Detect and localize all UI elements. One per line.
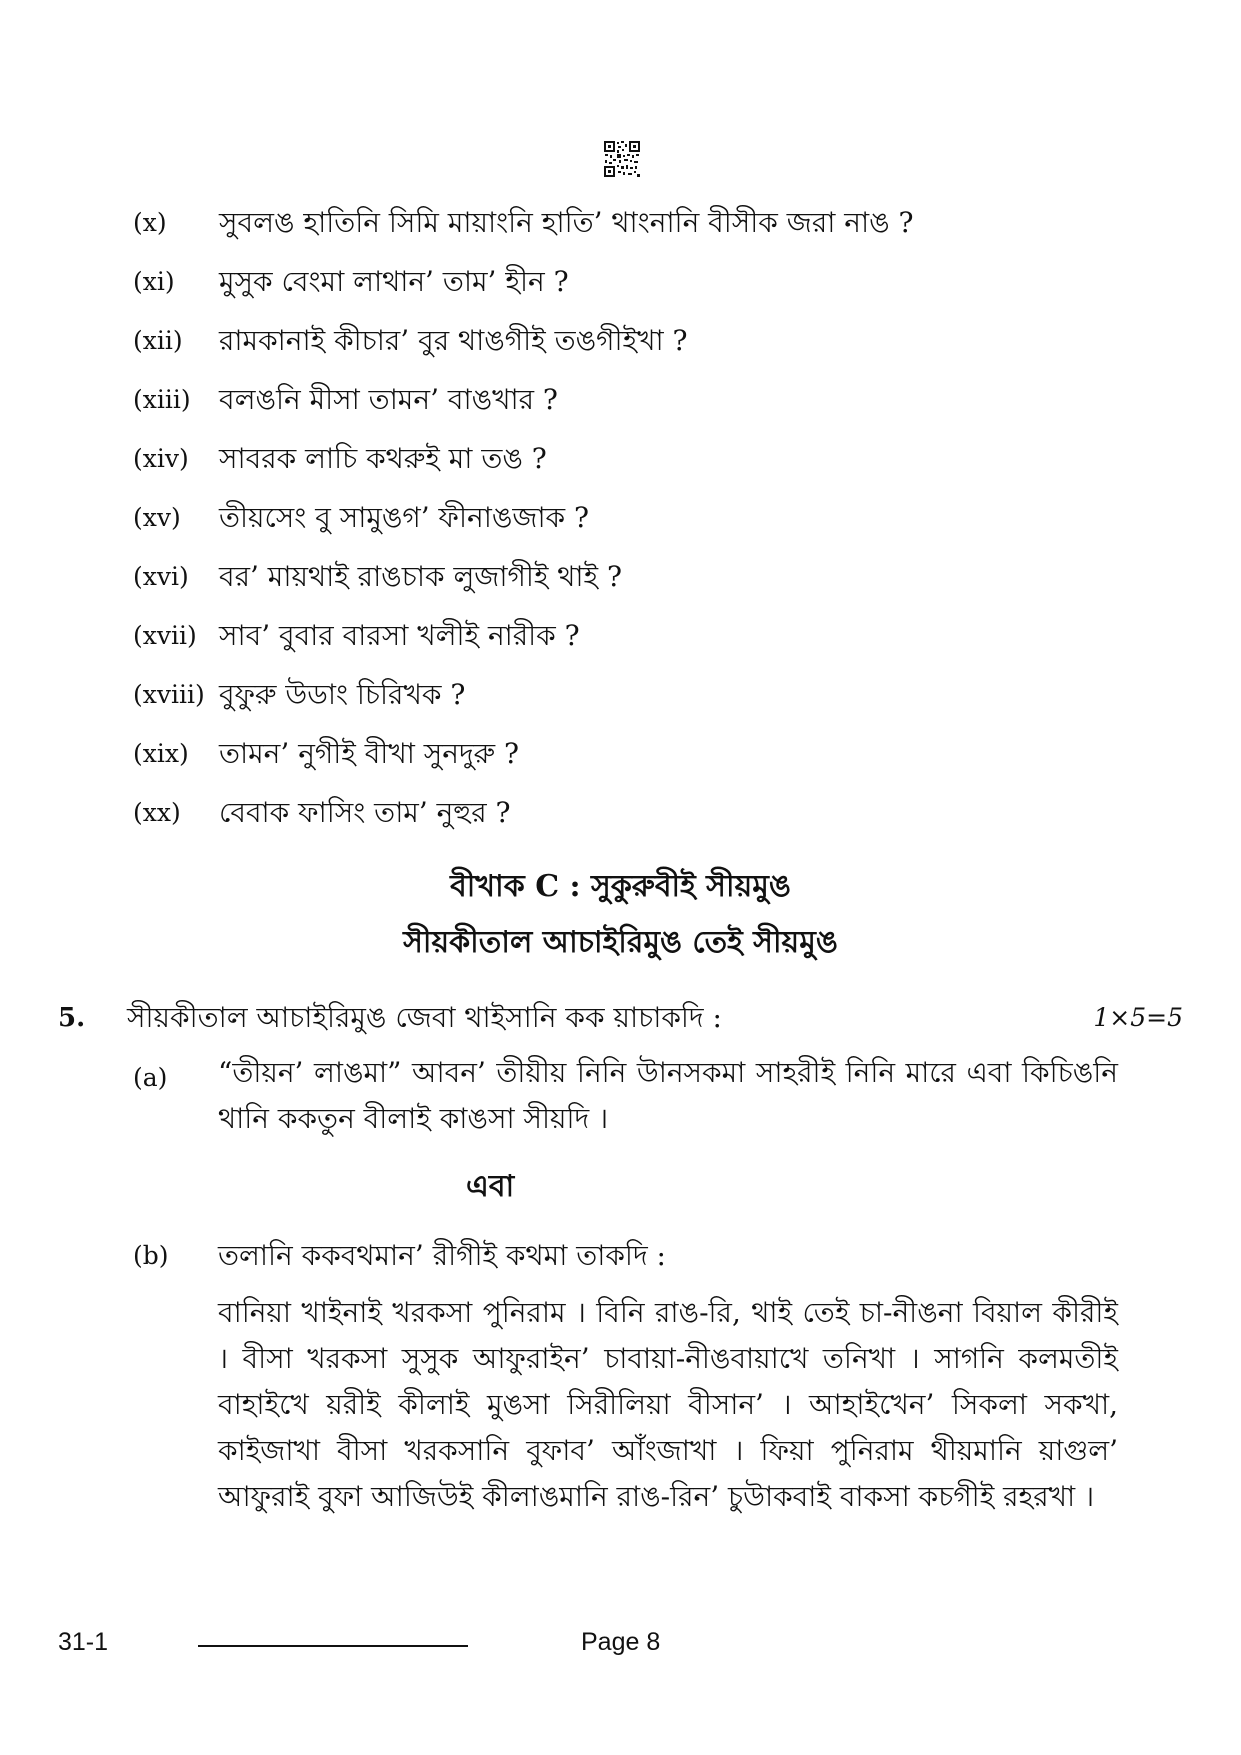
question-text: বর’ মায়থাই রাঙচাক লুজাগীই থাই ? — [219, 560, 623, 593]
question-number: (x) — [133, 208, 167, 237]
footer-page-number: Page 8 — [581, 1628, 661, 1656]
footer-paper-code: 31-1 — [58, 1628, 109, 1656]
option-b-instruction: তলানি ককবথমান’ রীগীই কথমা তাকদি : — [218, 1239, 666, 1272]
question-text: মুসুক বেংমা লাথান’ তাম’ হীন ? — [219, 265, 569, 298]
question-text: সুবলঙ হাতিনি সিমি মায়াংনি হাতি’ থাংনানি বীসীক জরা নাঙ ? — [219, 206, 914, 239]
question-number: (xii) — [133, 326, 183, 355]
question-number: (xi) — [133, 267, 175, 296]
question-number: (xvi) — [133, 562, 189, 591]
or-divider: এবা — [466, 1169, 515, 1204]
option-b-passage: বানিয়া খাইনাই খরকসা পুনিরাম । বিনি রাঙ-রি, থাই তেই চা-নীঙনা বিয়াল কীরীই । বীসা খরকসা সুসুক আফুরাইন’ চাবায়া-নীঙবায়াখে তনিখা । সাগনি কলমতীই বাহাইখে য়রীই কীলাই মুঙসা সিরীলিয়া বীসান’ । আহাইখেন’ সিকলা সকখা, কাইজাখা বীসা খরকসানি বুফাব’ আঁংজাখা । ফিয়া পুনিরাম থীয়মানি য়াগুল’ আফুরাই বুফা আজিউই কীলাঙমানি রাঙ-রিন’ চুউাকবাই বাকসা কচগীই রহরখা । — [218, 1296, 1118, 1513]
question-number: (xviii) — [133, 680, 205, 709]
question-text: সাবরক লাচি কথরুই মা তঙ ? — [219, 442, 547, 475]
question-number: (xix) — [133, 739, 189, 768]
footer-rule — [198, 1645, 468, 1647]
option-a-text: “তীয়ন’ লাঙমা” আবন’ তীয়ীয় নিনি উানসকমা সাহরীই নিনি মারে এবা কিচিঙনি থানি ককতুন বীলাই কাঙসা সীয়দি । — [218, 1056, 1118, 1135]
question-5-number: 5. — [58, 1003, 86, 1033]
question-number: (xiv) — [133, 444, 189, 473]
question-5-marks: 1×5=5 — [1093, 1003, 1183, 1032]
section-title: বীখাক C : সুকুরুবীই সীয়মুঙ — [450, 869, 791, 904]
question-text: বুফুরু উডাং চিরিখক ? — [219, 678, 466, 711]
question-text: তীয়সেং বু সামুঙগ’ ফীনাঙজাক ? — [219, 501, 590, 534]
question-5-text: সীয়কীতাল আচাইরিমুঙ জেবা থাইসানি কক য়াচাকদি : — [127, 1001, 722, 1034]
option-a-label: (a) — [133, 1063, 168, 1092]
question-text: বলঙনি মীসা তামন’ বাঙখার ? — [219, 383, 558, 416]
question-text: তামন’ নুগীই বীখা সুনদুরু ? — [219, 737, 520, 770]
section-subtitle: সীয়কীতাল আচাইরিমুঙ তেই সীয়মুঙ — [403, 925, 838, 960]
question-number: (xiii) — [133, 385, 191, 414]
question-number: (xv) — [133, 503, 181, 532]
qr-code-icon — [603, 140, 641, 178]
question-text: রামকানাই কীচার’ বুর থাঙগীই তঙগীইখা ? — [219, 324, 688, 357]
question-text: বেবাক ফাসিং তাম’ নুহুর ? — [219, 796, 511, 829]
question-text: সাব’ বুবার বারসা খলীই নারীক ? — [219, 619, 580, 652]
question-number: (xvii) — [133, 621, 197, 650]
option-b-label: (b) — [133, 1241, 169, 1270]
question-number: (xx) — [133, 798, 181, 827]
